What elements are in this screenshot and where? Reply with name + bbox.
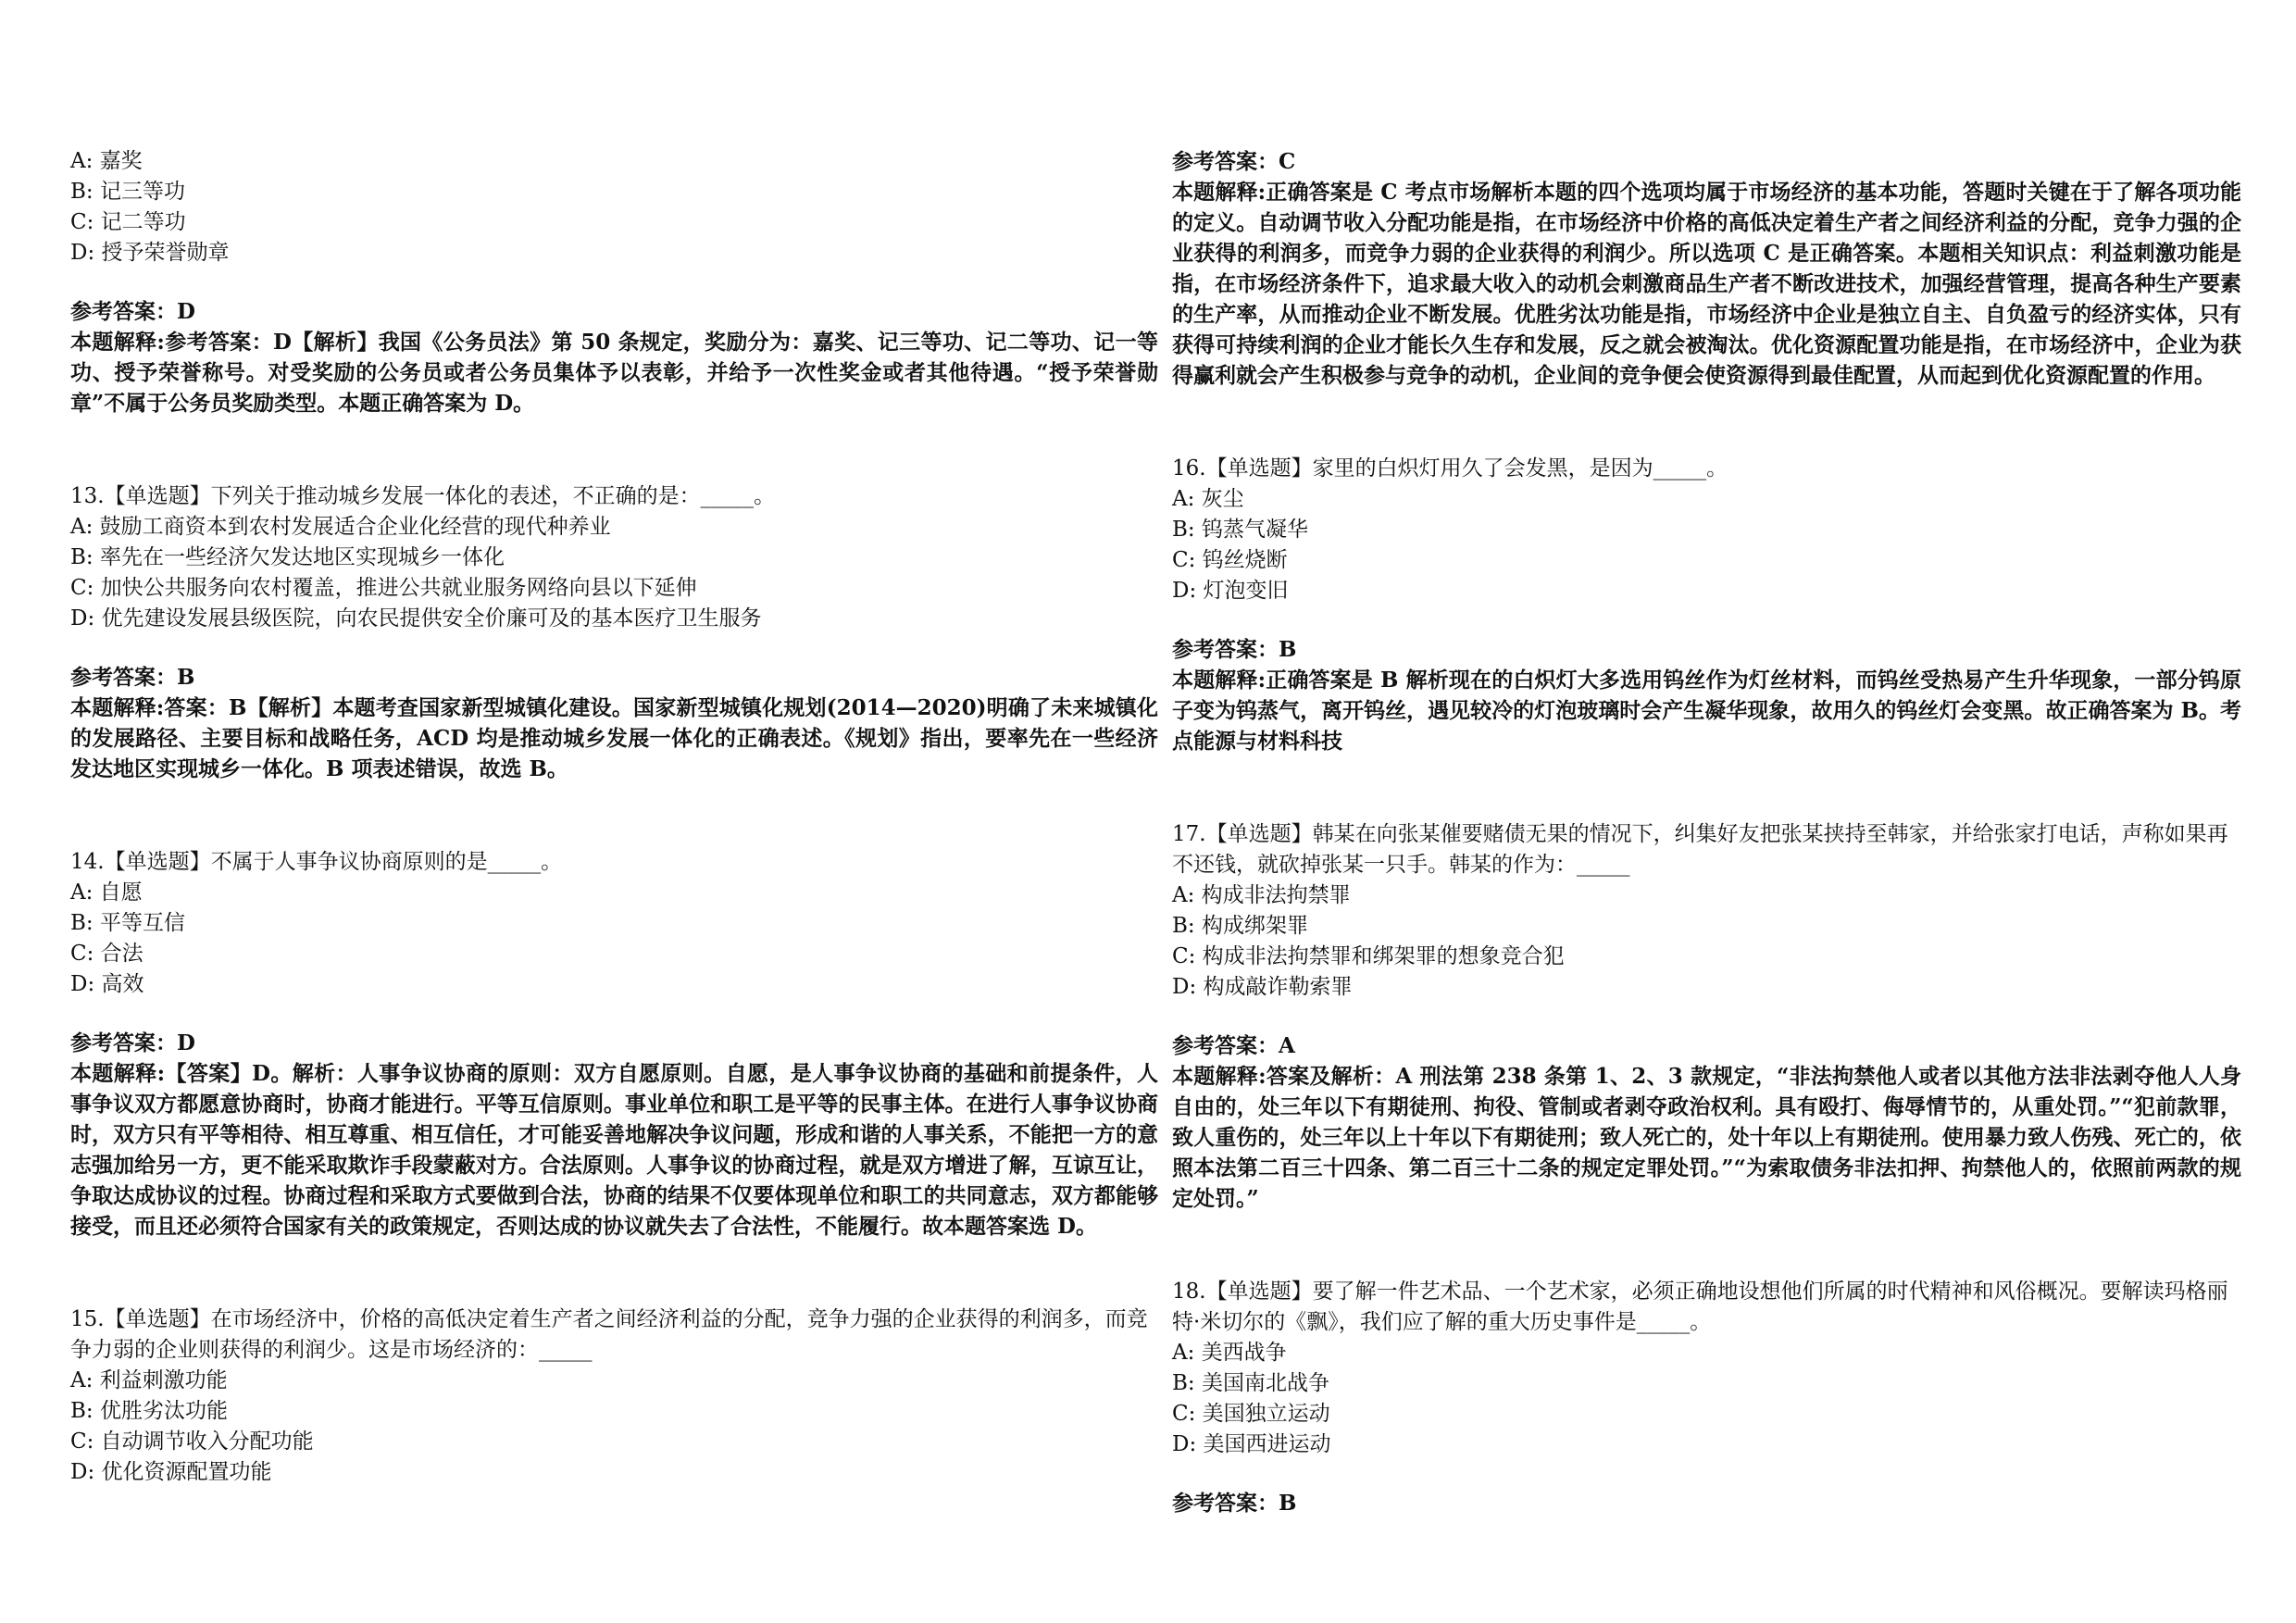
option-a: A: 嘉奖: [70, 149, 143, 173]
option-d: D: 高效: [70, 972, 144, 996]
question-14: [70, 847, 1158, 1242]
answer-label: 参考答案：D: [70, 299, 195, 324]
option-d: D: 美国西进运动: [1172, 1432, 1331, 1456]
answer-label: 参考答案：A: [1172, 1033, 1295, 1058]
option-a: A: 自愿: [70, 880, 143, 905]
option-c: C: 构成非法拘禁罪和绑架罪的想象竞合犯: [1172, 944, 1565, 968]
question-13: [70, 481, 1158, 784]
option-c: C: 合法: [70, 942, 144, 966]
explanation: 本题解释:答案及解析：A 刑法第 238 条第 1、2、3 款规定，“非法拘禁他人或者以其他方法非法剥夺他人人身自由的，处三年以下有期徒刑、拘役、管制或者剥夺政治权利。具有殴打、侮辱情节的，从重处罚。”“犯前款罪，致人重伤的，处三年以上十年以下有期徒刑；致人死亡的，处十年以上有期徒刑。使用暴力致人伤残、死亡的，依照本法第二百三十四条、第二百三十二条的规定定罪处罚。”“为索取债务非法扣押、拘禁他人的，依照前两款的规定处罚。”: [1172, 1064, 2241, 1211]
question-16: [1172, 454, 2241, 756]
option-b: B: 美国南北战争: [1172, 1371, 1329, 1395]
option-c: C: 加快公共服务向农村覆盖，推进公共就业服务网络向县以下延伸: [70, 576, 697, 600]
option-b: B: 率先在一些经济欠发达地区实现城乡一体化: [70, 545, 505, 569]
question-18: [1172, 1277, 2241, 1518]
explanation: 本题解释:参考答案：D【解析】我国《公务员法》第 50 条规定，奖励分为：嘉奖、记三等功、记二等功、记一等功、授予荣誉称号。对受奖励的公务员或者公务员集体予以表彰，并给予一次性奖金或者其他待遇。“授予荣誉勋章”不属于公务员奖励类型。本题正确答案为 D。: [70, 330, 1158, 416]
option-d: D: 授予荣誉勋章: [70, 241, 230, 265]
question-stem: 14.【单选题】不属于人事争议协商原则的是_____。: [70, 850, 563, 874]
answer-label: 参考答案：D: [70, 1030, 195, 1055]
question-stem: 18.【单选题】要了解一件艺术品、一个艺术家，必须正确地设想他们所属的时代精神和风俗概况。要解读玛格丽特·米切尔的《飘》，我们应了解的重大历史事件是_____。: [1172, 1280, 2228, 1334]
option-b: B: 记三等功: [70, 180, 185, 204]
option-c: C: 记二等功: [70, 210, 186, 234]
option-a: A: 鼓励工商资本到农村发展适合企业化经营的现代种养业: [70, 515, 611, 539]
answer-label: 参考答案：B: [1172, 637, 1297, 662]
option-b: B: 优胜劣汰功能: [70, 1399, 228, 1423]
option-d: D: 优化资源配置功能: [70, 1460, 272, 1484]
question-stem: 15.【单选题】在市场经济中，价格的高低决定着生产者之间经济利益的分配，竞争力强的企业获得的利润多，而竞争力弱的企业则获得的利润少。这是市场经济的：_____: [70, 1307, 1148, 1362]
question-17: [1172, 819, 2241, 1214]
option-d: D: 灯泡变旧: [1172, 579, 1289, 603]
option-c: C: 美国独立运动: [1172, 1402, 1330, 1426]
explanation: 本题解释:【答案】D。解析：人事争议协商的原则：双方自愿原则。自愿，是人事争议协商的基础和前提条件，人事争议双方都愿意协商时，协商才能进行。平等互信原则。事业单位和职工是平等的民事主体。在进行人事争议协商时，双方只有平等相待、相互尊重、相互信任，才可能妥善地解决争议问题，形成和谐的人事关系，不能把一方的意志强加给另一方，更不能采取欺诈手段蒙蔽对方。合法原则。人事争议的协商过程，就是双方增进了解，互谅互让，争取达成协议的过程。协商过程和采取方式要做到合法，协商的结果不仅要体现单位和职工的共同意志，双方都能够接受，而且还必须符合国家有关的政策规定，否则达成的协议就失去了合法性，不能履行。故本题答案选 D。: [70, 1061, 1158, 1239]
explanation: 本题解释:正确答案是 C 考点市场解析本题的四个选项均属于市场经济的基本功能，答题时关键在于了解各项功能的定义。自动调节收入分配功能是指，在市场经济中价格的高低决定着生产者之间经济利益的分配，竞争力强的企业获得的利润多，而竞争力弱的企业获得的利润少。所以选项 C 是正确答案。本题相关知识点：利益刺激功能是指，在市场经济条件下，追求最大收入的动机会刺激商品生产者不断改进技术，加强经营管理，提高各种生产要素的生产率，从而推动企业不断发展。优胜劣汰功能是指，市场经济中企业是独立自主、自负盈亏的经济实体，只有获得可持续利润的企业才能长久生存和发展，反之就会被淘汰。优化资源配置功能是指，在市场经济中，企业为获得赢利就会产生积极参与竞争的动机，企业间的竞争便会使资源得到最佳配置，从而起到优化资源配置的作用。: [1172, 180, 2241, 388]
explanation: 本题解释:答案：B【解析】本题考查国家新型城镇化建设。国家新型城镇化规划(2014—2020)明确了未来城镇化的发展路径、主要目标和战略任务，ACD 均是推动城乡发展一体化的正确表述。《规划》指出，要率先在一些经济发达地区实现城乡一体化。B 项表述错误，故选 B。: [70, 695, 1158, 781]
question-stem: 13.【单选题】下列关于推动城乡发展一体化的表述，不正确的是：_____。: [70, 484, 776, 508]
question-15-answer: [1172, 146, 2241, 391]
explanation: 本题解释:正确答案是 B 解析现在的白炽灯大多选用钨丝作为灯丝材料，而钨丝受热易产生升华现象，一部分钨原子变为钨蒸气，离开钨丝，遇见较冷的灯泡玻璃时会产生凝华现象，故用久的钨丝灯会变黑。故正确答案为 B。考点能源与材料科技: [1172, 668, 2241, 754]
question-12-tail: [70, 146, 1158, 418]
option-b: B: 钨蒸气凝华: [1172, 518, 1308, 542]
option-a: A: 灰尘: [1172, 487, 1244, 511]
option-a: A: 构成非法拘禁罪: [1172, 883, 1351, 907]
option-c: C: 钨丝烧断: [1172, 548, 1288, 572]
right-column: [1172, 146, 2241, 1518]
option-b: B: 平等互信: [70, 911, 185, 935]
answer-label: 参考答案：C: [1172, 149, 1296, 174]
option-a: A: 利益刺激功能: [70, 1368, 228, 1392]
answer-label: 参考答案：B: [1172, 1491, 1297, 1516]
option-b: B: 构成绑架罪: [1172, 914, 1308, 938]
option-d: D: 优先建设发展县级医院，向农民提供安全价廉可及的基本医疗卫生服务: [70, 606, 762, 630]
left-column: [70, 146, 1158, 1488]
question-15: [70, 1305, 1158, 1488]
option-d: D: 构成敲诈勒索罪: [1172, 975, 1353, 999]
option-c: C: 自动调节收入分配功能: [70, 1429, 314, 1454]
question-stem: 16.【单选题】家里的白炽灯用久了会发黑，是因为_____。: [1172, 456, 1728, 481]
question-stem: 17.【单选题】韩某在向张某催要赌债无果的情况下，纠集好友把张某挟持至韩家，并给张家打电话，声称如果再不还钱，就砍掉张某一只手。韩某的作为：_____: [1172, 822, 2228, 877]
answer-label: 参考答案：B: [70, 665, 195, 690]
option-a: A: 美西战争: [1172, 1341, 1287, 1365]
